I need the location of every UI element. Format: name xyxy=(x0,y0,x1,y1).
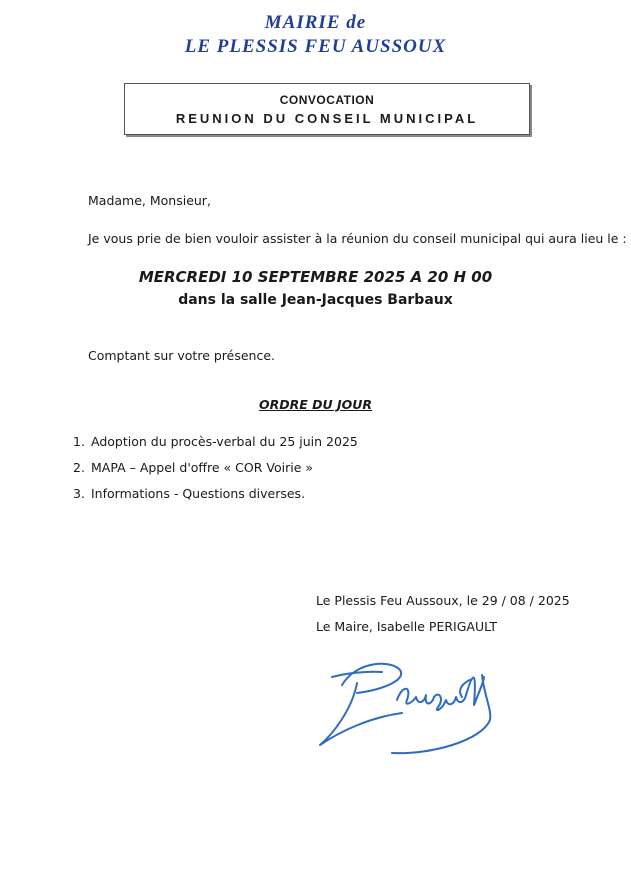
mayor-signature xyxy=(312,655,512,765)
convocation-subtitle: REUNION DU CONSEIL MUNICIPAL xyxy=(175,111,479,126)
meeting-location: dans la salle Jean-Jacques Barbaux xyxy=(178,292,453,308)
commune-name: LE PLESSIS FEU AUSSOUX xyxy=(184,36,447,57)
agenda-item xyxy=(73,460,358,486)
agenda-item-number: 1. xyxy=(73,434,85,449)
convocation-box xyxy=(124,83,530,135)
meeting-date: MERCREDI 10 SEPTEMBRE 2025 A 20 H 00 xyxy=(138,268,493,286)
agenda-title: ORDRE DU JOUR xyxy=(258,397,373,412)
closing-text: Comptant sur votre présence. xyxy=(88,348,276,363)
agenda-item-number: 3. xyxy=(73,486,85,501)
mairie-title: MAIRIE de xyxy=(264,12,367,33)
agenda-item-text: Informations - Questions diverses. xyxy=(91,486,306,501)
agenda-item-text: MAPA – Appel d'offre « COR Voirie » xyxy=(91,460,314,475)
place-date: Le Plessis Feu Aussoux, le 29 / 08 / 2025 xyxy=(316,593,570,608)
agenda-item-text: Adoption du procès-verbal du 25 juin 2025 xyxy=(91,434,358,449)
agenda-item xyxy=(73,434,358,460)
agenda-item xyxy=(73,486,358,512)
intro-text: Je vous prie de bien vouloir assister à la réunion du conseil municipal qui aura lieu le : xyxy=(88,231,627,246)
agenda-list xyxy=(73,434,358,512)
convocation-title: CONVOCATION xyxy=(279,93,375,107)
mayor-name: Le Maire, Isabelle PERIGAULT xyxy=(316,619,497,634)
salutation: Madame, Monsieur, xyxy=(88,193,211,208)
agenda-item-number: 2. xyxy=(73,460,85,475)
